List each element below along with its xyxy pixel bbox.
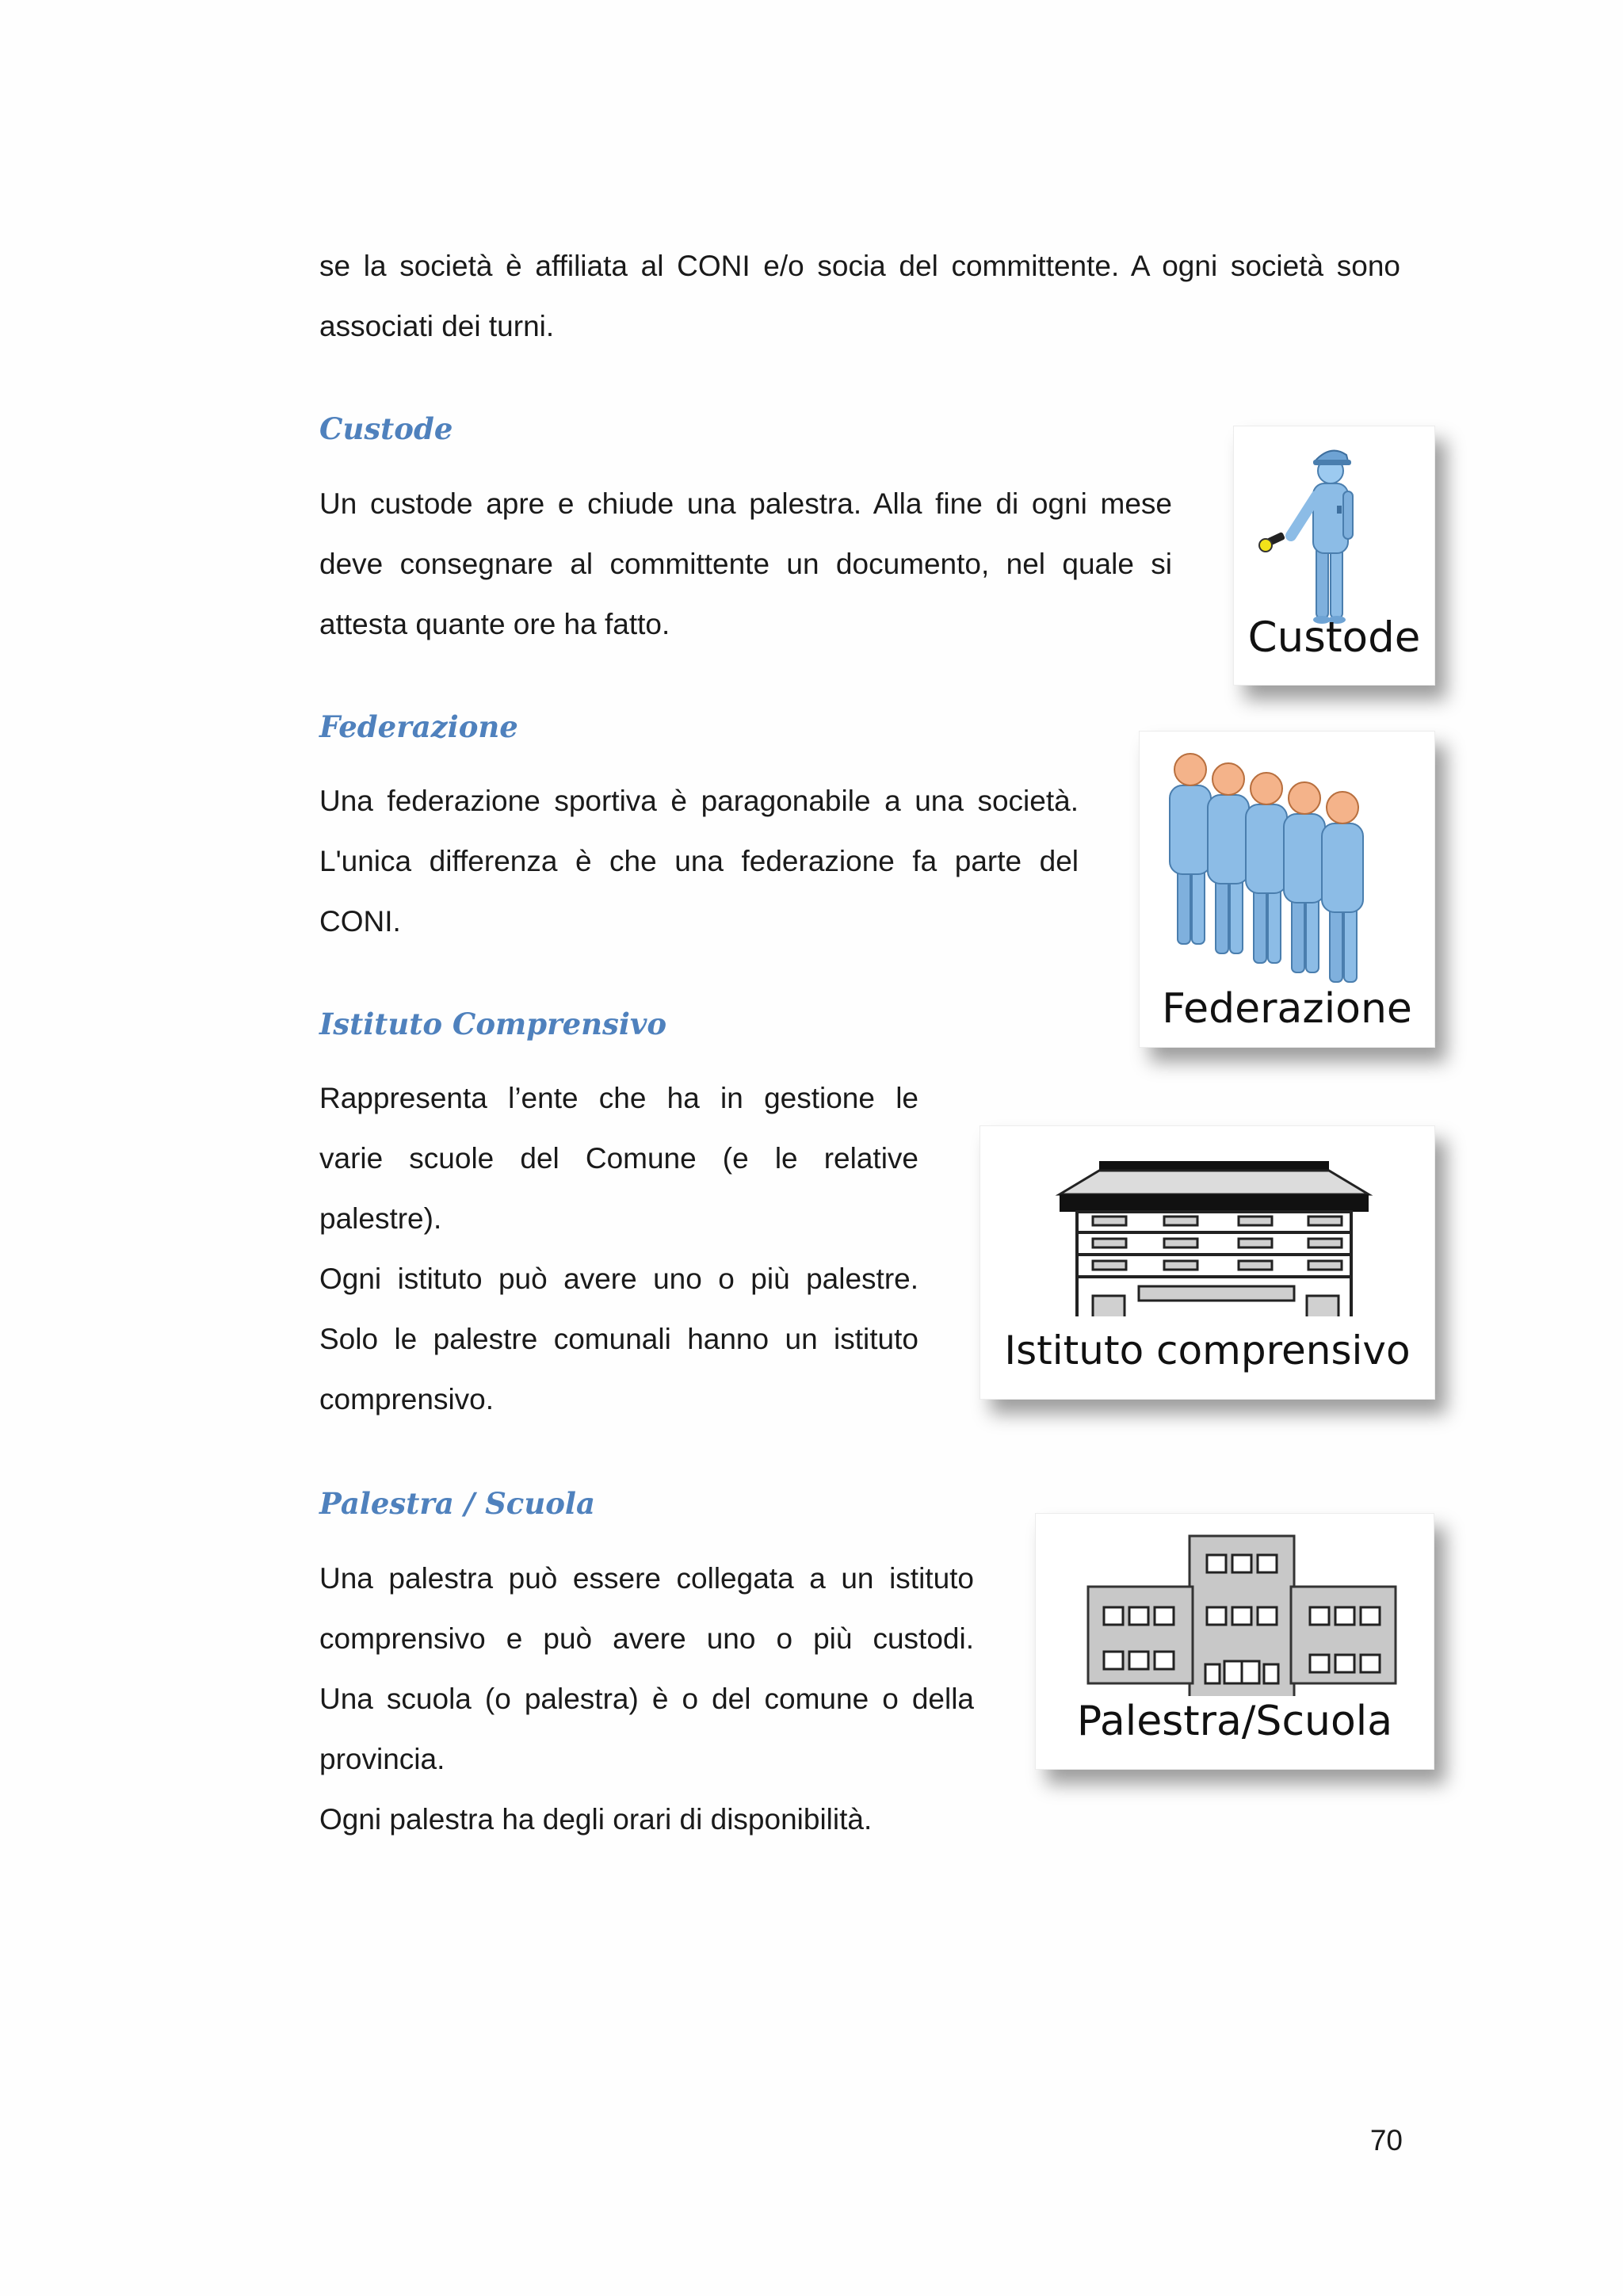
istituto-line-3: palestre). [319,1202,442,1235]
palestra-line-1: Una palestra può essere collegata a un istituto [319,1562,974,1595]
federazione-line-3: CONI. [319,905,401,938]
page-number: 70 [1369,2124,1403,2157]
palestra-line-4: provincia. [319,1743,445,1775]
federazione-figure [1139,731,1435,1048]
palestra-caption: Palestra/Scuola [1076,1698,1393,1745]
section-heading-custode: Custode [319,411,453,446]
federazione-caption: Federazione [1162,985,1412,1033]
school-building-icon [1036,1514,1434,1696]
istituto-line-6: comprensivo. [319,1383,495,1415]
intro-line-1: se la società è affiliata al CONI e/o socia del committente. A ogni società sono [319,250,1400,282]
custode-figure [1233,426,1435,686]
istituto-line-5: Solo le palestre comunali hanno un istituto [319,1323,918,1355]
federazione-line-1: Una federazione sportiva è paragonabile a una società. [319,785,1079,817]
custode-line-1: Un custode apre e chiude una palestra. Alla fine di ogni mese [319,487,1172,520]
custode-line-2: deve consegnare al committente un documento, nel quale si [319,548,1172,580]
custode-line-3: attesta quante ore ha fatto. [319,608,670,640]
section-heading-federazione: Federazione [319,709,518,744]
istituto-figure [980,1125,1435,1400]
istituto-caption: Istituto comprensivo [1004,1328,1411,1373]
office-building-icon [980,1126,1434,1316]
federazione-line-2: L'unica differenza è che una federazione fa parte del [319,845,1079,877]
palestra-line-2: comprensivo e può avere uno o più custodi. [319,1622,974,1655]
istituto-line-2: varie scuole del Comune (e le relative [319,1142,918,1175]
istituto-line-1: Rappresenta l’ente che ha in gestione le [319,1082,918,1114]
section-heading-istituto: Istituto Comprensivo [319,1007,667,1041]
palestra-line-5: Ogni palestra ha degli orari di disponibilità. [319,1803,873,1836]
palestra-figure [1035,1513,1434,1770]
palestra-line-3: Una scuola (o palestra) è o del comune o della [319,1683,974,1715]
istituto-line-4: Ogni istituto può avere uno o più palestre. [319,1263,918,1295]
intro-line-2: associati dei turni. [319,310,555,342]
custode-caption: Custode [1247,613,1421,662]
section-heading-palestra: Palestra / Scuola [319,1486,595,1521]
